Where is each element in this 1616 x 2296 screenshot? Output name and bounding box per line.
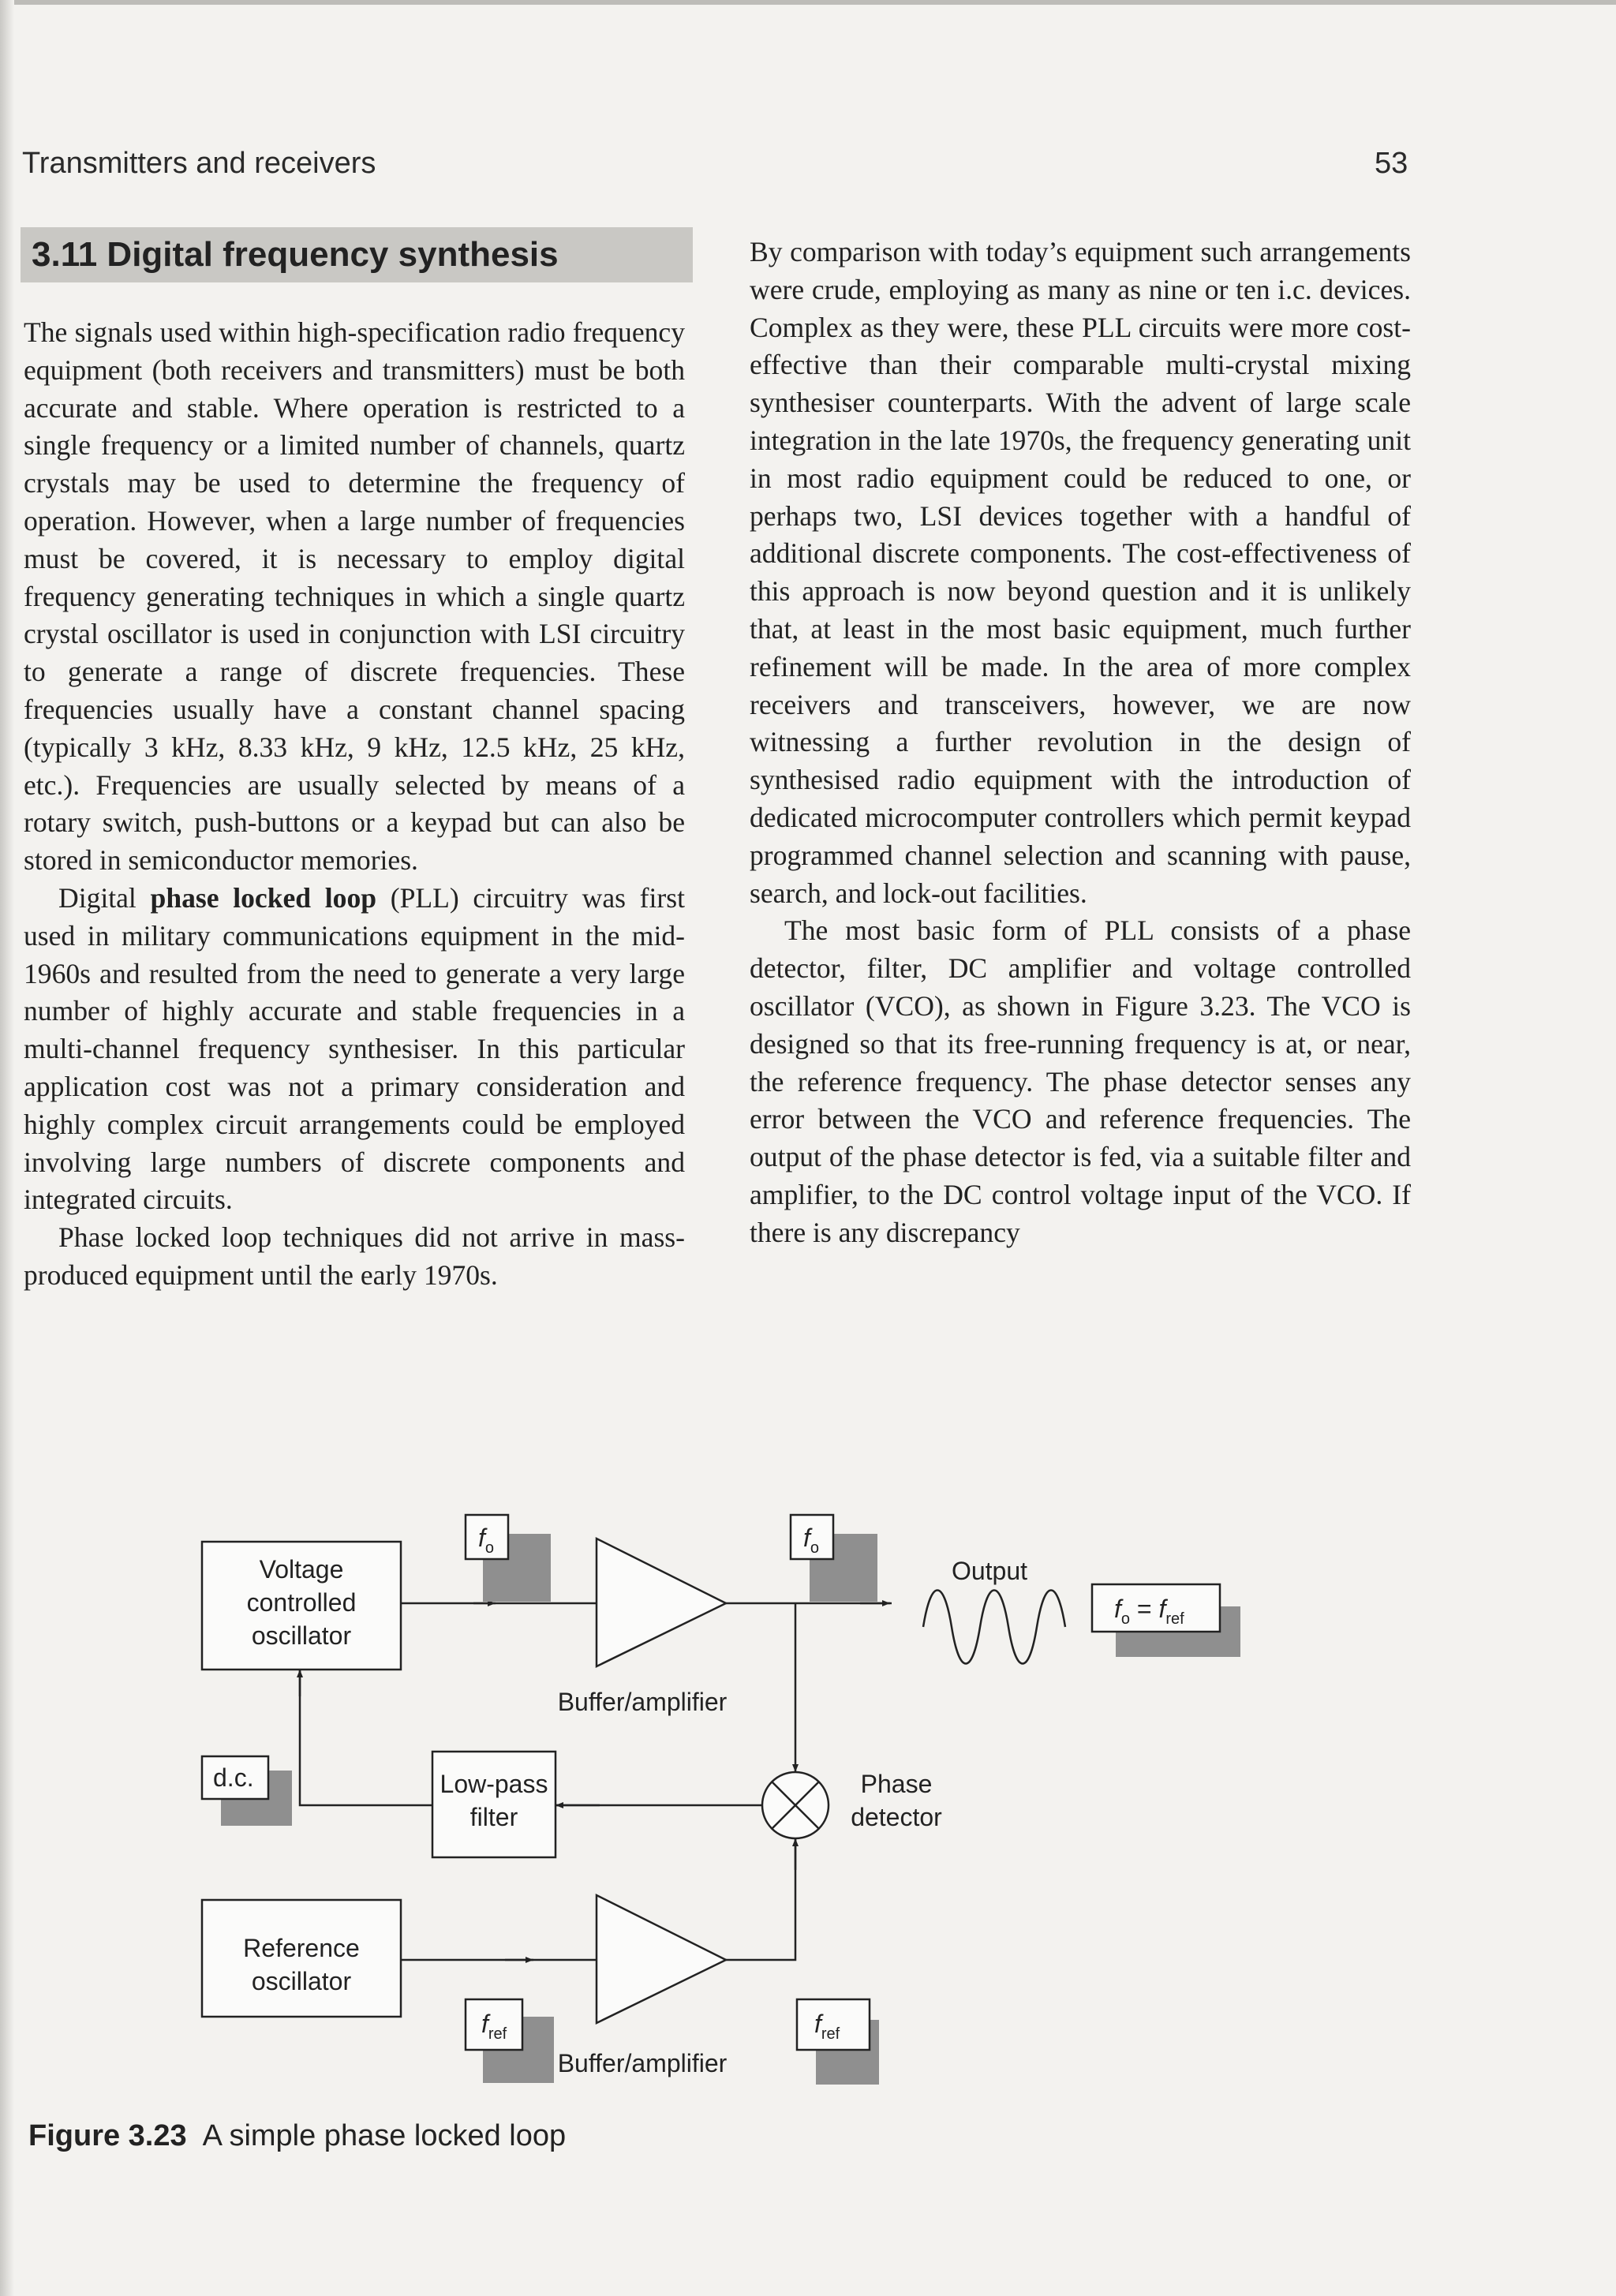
equation-label: $f_o = f_{ref}$: [1114, 1595, 1184, 1628]
section-heading: 3.11 Digital frequency synthesis: [21, 227, 693, 282]
figure-caption: [28, 2119, 566, 2153]
filter-label-line-2: filter: [469, 1803, 518, 1831]
buffer-amplifier-top: [597, 1539, 726, 1666]
paragraph-2-rest: (PLL) circuitry was first used in military communications equipment in the mid-1960s and resulted from the need to generate a very large number of highly accurate and stable frequencies in a multi-channel frequency synthesiser. In this particular application cost was not a primary consideration and highly complex circuit arrangements could be employed involving large numbers of discrete components and integrated circuits.: [24, 881, 685, 1216]
tag-fref-right-label: $f_{ref}$: [814, 2010, 840, 2043]
paragraph-3-part-2: By comparison with today’s equipment such arrangements were crude, employing as many as nine or ten i.c. devices. Complex as they were, these PLL circuits were more cost-effective than their comparable multi-crystal mixing synthesiser counterparts. With the advent of large scale integration in the late 1970s, the frequency generating unit in most radio equipment could be reduced to one, or perhaps two, LSI devices together with a handful of additional discrete components. The cost-effectiveness of this approach is now beyond question and it is unlikely that, at least in the most basic equipment, much further refinement will be made. In the area of more complex receivers and transceivers, however, we are now witnessing a further revolution in the design of synthesised radio equipment with the introduction of dedicated microcomputer controllers which permit keypad programmed channel selection and scanning with pause, search, and lock-out facilities.: [750, 236, 1411, 909]
buffer-amplifier-top-label: Buffer/amplifier: [557, 1688, 728, 1716]
page-number: 53: [1375, 147, 1408, 180]
tag-fref-bottom-label: $f_{ref}$: [481, 2010, 507, 2043]
paragraph-2-start: Digital: [58, 881, 151, 914]
wire-ref-to-detector: [726, 1838, 795, 1960]
phase-detector-label-line-1: Phase: [860, 1770, 933, 1798]
tag-dc-label: d.c.: [213, 1763, 254, 1792]
output-waveform: [923, 1591, 1065, 1664]
phase-detector-label-line-2: detector: [851, 1803, 942, 1831]
filter-label-line-1: Low-pass: [440, 1770, 548, 1798]
paragraph-3-part-1: Phase locked loop techniques did not arrive in mass-produced equipment until the early 1970s.: [24, 1221, 685, 1291]
buffer-amplifier-bottom: [597, 1895, 726, 2023]
figure-caption-text: A simple phase locked loop: [202, 2119, 567, 2152]
buffer-amplifier-bottom-label: Buffer/amplifier: [557, 2049, 728, 2077]
paragraph-1: The signals used within high-specification radio frequency equipment (both receivers and transmitters) must be both accurate and stable. Where operation is restricted to a single frequency or a limited number of channels, quartz crystals may be used to determine the frequency of operation. However, when a large number of frequencies must be covered, it is necessary to employ digital frequency generating techniques in which a single quartz crystal oscillator is used in conjunction with LSI circuitry to generate a range of discrete frequencies. These frequencies usually have a constant channel spacing (typically 3 kHz, 8.33 kHz, 9 kHz, 12.5 kHz, 25 kHz, etc.). Frequencies are usually selected by means of a rotary switch, push-buttons or a keypad but can also be stored in semiconductor memories.: [24, 316, 685, 877]
figure-number: Figure 3.23: [28, 2119, 187, 2152]
wire-filter-to-vco: [300, 1670, 432, 1805]
paragraph-4: The most basic form of PLL consists of a phase detector, filter, DC amplifier and voltage controlled oscillator (VCO), as shown in Figure 3.23. The VCO is designed so that its free-running frequency is at, or near, the reference frequency. The phase detector senses any error between the VCO and reference frequencies. The output of the phase detector is fed, via a suitable filter and amplifier, to the DC control voltage input of the VCO. If there is any discrepancy: [750, 914, 1411, 1248]
output-label: Output: [951, 1557, 1028, 1585]
reference-label-line-2: oscillator: [251, 1967, 352, 1995]
vco-label-line-1: Voltage: [259, 1555, 344, 1584]
vco-label-line-3: oscillator: [251, 1621, 352, 1650]
running-head: Transmitters and receivers: [22, 147, 376, 180]
tag-fo-right-label: $f_o$: [803, 1524, 820, 1557]
term-phase-locked-loop: phase locked loop: [150, 881, 377, 914]
reference-label-line-1: Reference: [243, 1934, 360, 1962]
vco-label-line-2: controlled: [246, 1588, 357, 1617]
tag-fo-top-label: $f_o$: [478, 1524, 495, 1557]
